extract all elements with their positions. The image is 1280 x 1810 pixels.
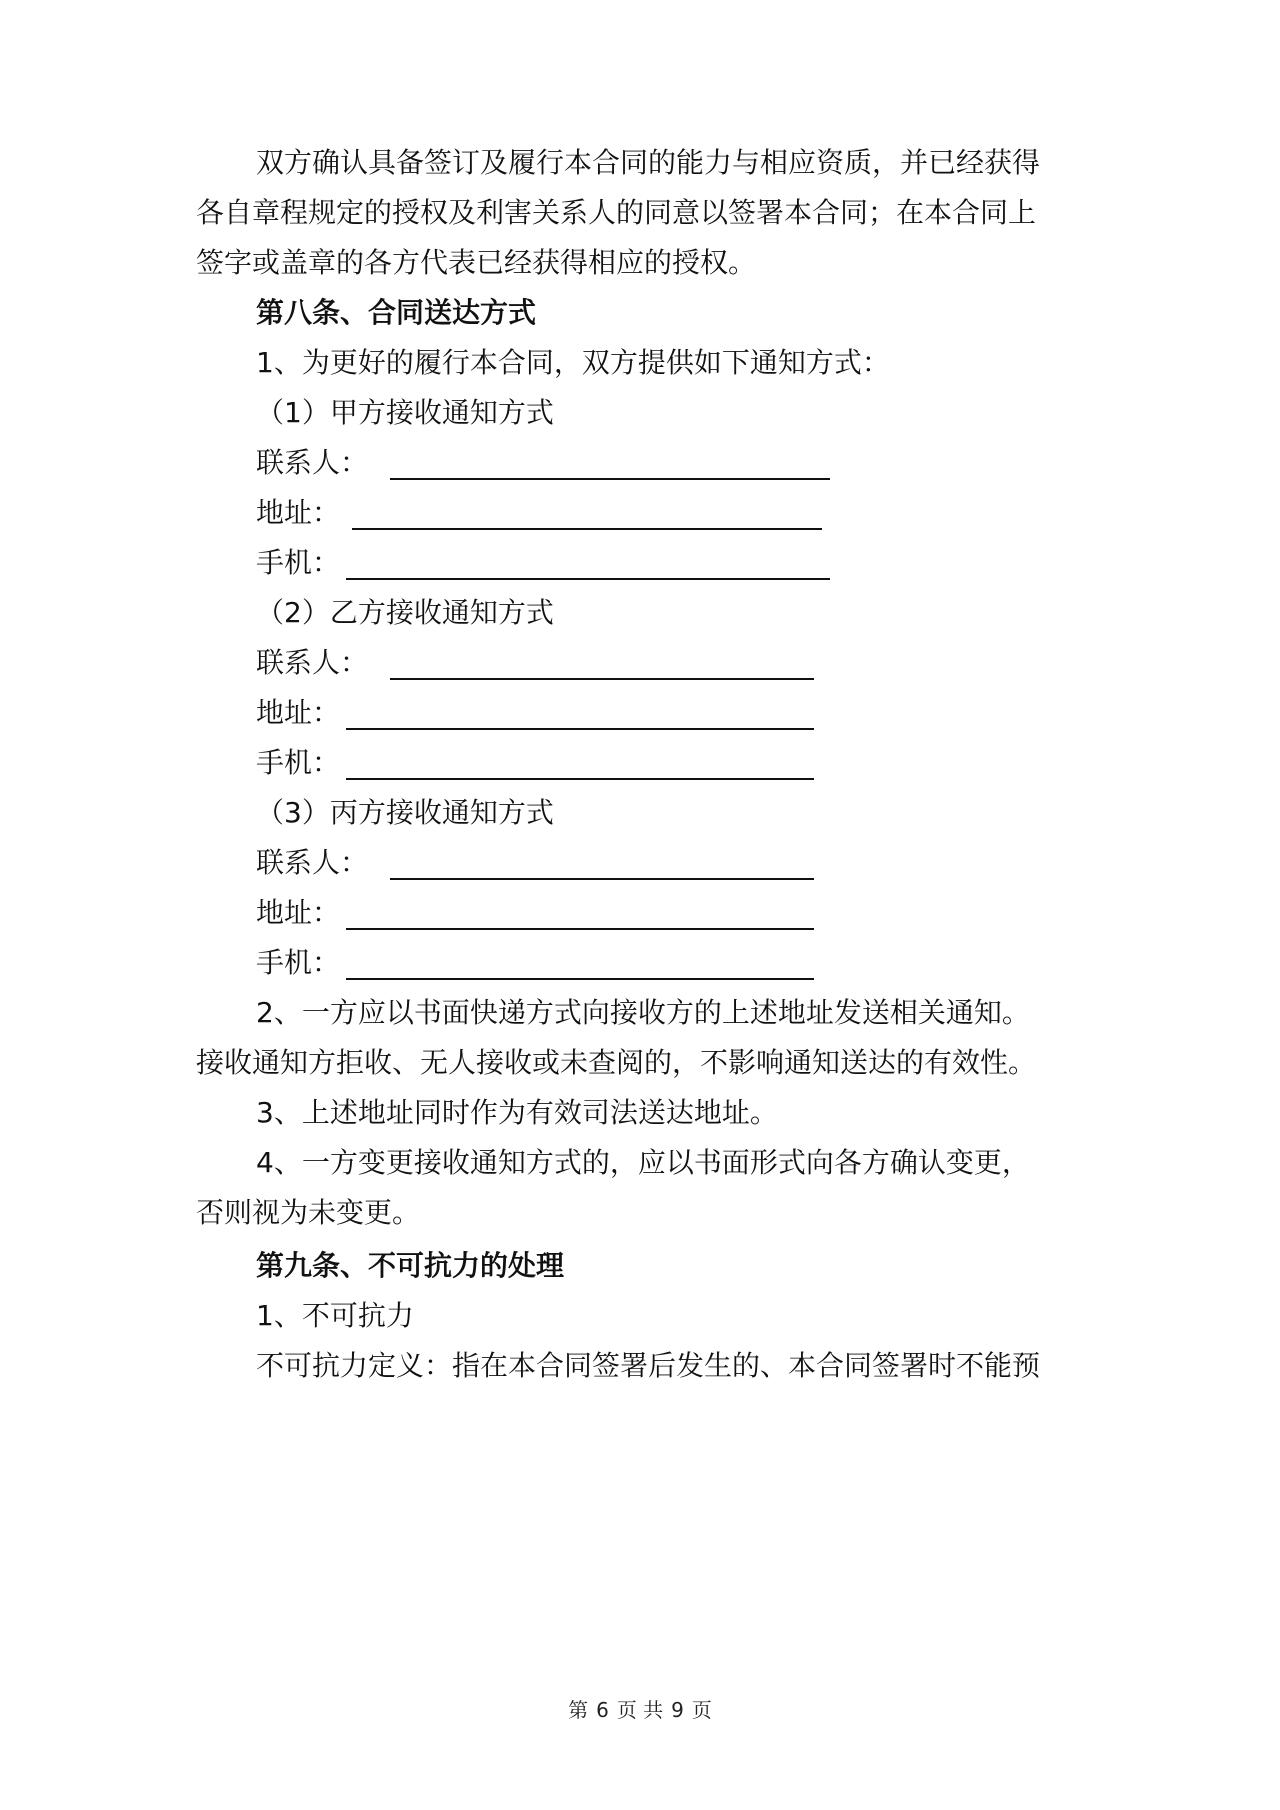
party-a-address-blank <box>352 528 822 530</box>
party-a-contact-label: 联系人： <box>256 446 369 479</box>
paragraph-line: 1、不可抗力 <box>256 1299 414 1332</box>
party-a-address-label: 地址： <box>256 496 341 529</box>
paragraph-line: 不可抗力定义：指在本合同签署后发生的、本合同签署时不能预 <box>256 1349 1041 1382</box>
party-b-contact-blank <box>390 678 814 680</box>
article-8-heading: 第八条、合同送达方式 <box>256 296 537 329</box>
party-a-phone-label: 手机： <box>256 546 341 579</box>
footer-prefix: 第 <box>568 1698 589 1722</box>
paragraph-line: 接收通知方拒收、无人接收或未查阅的，不影响通知送达的有效性。 <box>196 1046 1037 1079</box>
footer-page-number: 6 <box>596 1698 609 1722</box>
party-a-heading: （1）甲方接收通知方式 <box>256 396 554 429</box>
page-footer <box>0 1698 1280 1722</box>
party-b-heading: （2）乙方接收通知方式 <box>256 596 554 629</box>
paragraph-line: 4、一方变更接收通知方式的，应以书面形式向各方确认变更， <box>256 1146 1030 1179</box>
paragraph-line: 否则视为未变更。 <box>196 1196 421 1229</box>
party-b-phone-label: 手机： <box>256 746 341 779</box>
party-b-contact-label: 联系人： <box>256 646 369 679</box>
party-c-phone-blank <box>346 978 814 980</box>
party-c-address-label: 地址： <box>256 896 341 929</box>
footer-suffix: 页 <box>691 1698 712 1722</box>
paragraph-line: 1、为更好的履行本合同，双方提供如下通知方式： <box>256 346 890 379</box>
paragraph-line: 2、一方应以书面快递方式向接收方的上述地址发送相关通知。 <box>256 996 1030 1029</box>
party-b-phone-blank <box>346 778 814 780</box>
party-a-phone-blank <box>346 578 830 580</box>
party-c-address-blank <box>346 928 814 930</box>
party-c-contact-blank <box>390 878 814 880</box>
party-a-contact-blank <box>390 478 830 480</box>
paragraph-line: 双方确认具备签订及履行本合同的能力与相应资质，并已经获得 <box>256 146 1041 179</box>
footer-middle: 页 共 <box>616 1698 664 1722</box>
paragraph-line: 各自章程规定的授权及利害关系人的同意以签署本合同；在本合同上 <box>196 196 1037 229</box>
party-c-contact-label: 联系人： <box>256 846 369 879</box>
article-9-heading: 第九条、不可抗力的处理 <box>256 1249 565 1282</box>
paragraph-line: 3、上述地址同时作为有效司法送达地址。 <box>256 1096 778 1129</box>
paragraph-line: 签字或盖章的各方代表已经获得相应的授权。 <box>196 246 757 279</box>
party-c-heading: （3）丙方接收通知方式 <box>256 796 554 829</box>
footer-total-pages: 9 <box>671 1698 684 1722</box>
party-b-address-label: 地址： <box>256 696 341 729</box>
party-b-address-blank <box>346 728 814 730</box>
party-c-phone-label: 手机： <box>256 946 341 979</box>
